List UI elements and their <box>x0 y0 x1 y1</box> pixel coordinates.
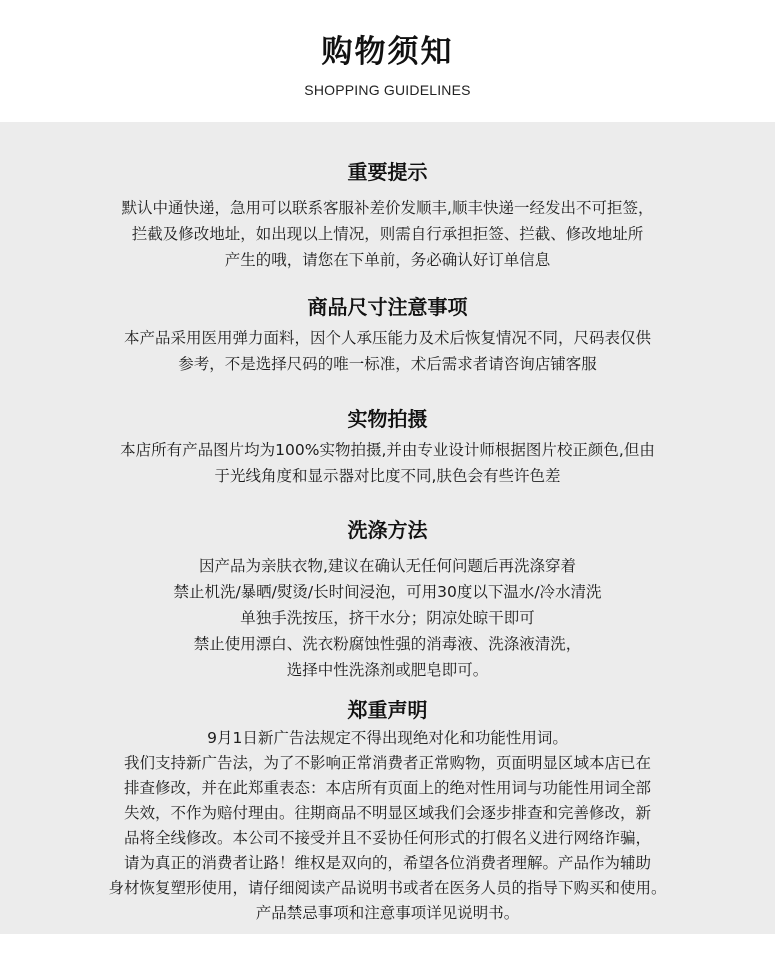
guidelines-panel <box>0 122 775 934</box>
section-solemn-statement <box>40 696 735 926</box>
section-heading: 商品尺寸注意事项 <box>307 295 468 319</box>
header <box>0 0 775 122</box>
body-line: 产品禁忌事项和注意事项详见说明书。 <box>255 904 520 922</box>
body-line: 禁止使用漂白、洗衣粉腐蚀性强的消毒液、洗涤液清洗， <box>193 635 582 653</box>
body-line: 身材恢复塑形使用，请仔细阅读产品说明书或者在医务人员的指导下购买和使用。 <box>108 879 667 897</box>
body-line: 本产品采用医用弹力面料，因个人承压能力及术后恢复情况不同，尺码表仅供 <box>123 329 651 347</box>
body-line: 禁止机洗/暴晒/熨烫/长时间浸泡，可用30度以下温水/冷水清洗 <box>173 583 602 601</box>
body-line: 产生的哦，请您在下单前，务必确认好订单信息 <box>224 251 551 269</box>
body-line: 于光线角度和显示器对比度不同,肤色会有些许色差 <box>214 467 561 485</box>
section-washing-method <box>40 516 735 683</box>
section-heading: 实物拍摄 <box>347 407 428 431</box>
body-line: 拦截及修改地址，如出现以上情况，则需自行承担拒签、拦截、修改地址所 <box>131 225 644 243</box>
body-line: 9月1日新广告法规定不得出现绝对化和功能性用词。 <box>207 729 568 747</box>
section-real-photos <box>40 405 735 489</box>
section-heading: 洗涤方法 <box>347 518 428 542</box>
page-title: 购物须知 <box>321 34 454 70</box>
section-body <box>40 553 735 683</box>
section-body <box>40 726 735 926</box>
body-line: 请为真正的消费者让路！维权是双向的，希望各位消费者理解。产品作为辅助 <box>123 854 651 872</box>
body-line: 我们支持新广告法，为了不影响正常消费者正常购物，页面明显区域本店已在 <box>123 754 651 772</box>
section-heading: 重要提示 <box>347 160 428 184</box>
body-line: 默认中通快递，急用可以联系客服补差价发顺丰,顺丰快递一经发出不可拒签， <box>121 199 654 217</box>
body-line: 失效，不作为赔付理由。往期商品不明显区域我们会逐步排查和完善修改，新 <box>123 804 651 822</box>
body-line: 排查修改，并在此郑重表态：本店所有页面上的绝对性用词与功能性用词全部 <box>123 779 651 797</box>
section-heading: 郑重声明 <box>347 698 428 722</box>
body-line: 参考，不是选择尺码的唯一标准，术后需求者请咨询店铺客服 <box>178 355 597 373</box>
section-body <box>40 325 735 377</box>
body-line: 本店所有产品图片均为100%实物拍摄,并由专业设计师根据图片校正颜色,但由 <box>120 441 655 459</box>
section-important-notice <box>40 158 735 273</box>
section-size-notes <box>40 293 735 377</box>
page-subtitle: SHOPPING GUIDELINES <box>304 82 471 98</box>
body-line: 单独手洗按压，挤干水分；阴凉处晾干即可 <box>240 609 535 627</box>
footer-strip <box>0 934 775 959</box>
body-line: 选择中性洗涤剂或肥皂即可。 <box>286 661 489 679</box>
body-line: 因产品为亲肤衣物,建议在确认无任何问题后再洗涤穿着 <box>199 557 576 575</box>
section-body <box>40 437 735 489</box>
body-line: 品将全线修改。本公司不接受并且不妥协任何形式的打假名义进行网络诈骗， <box>123 829 651 847</box>
section-body <box>40 195 735 273</box>
